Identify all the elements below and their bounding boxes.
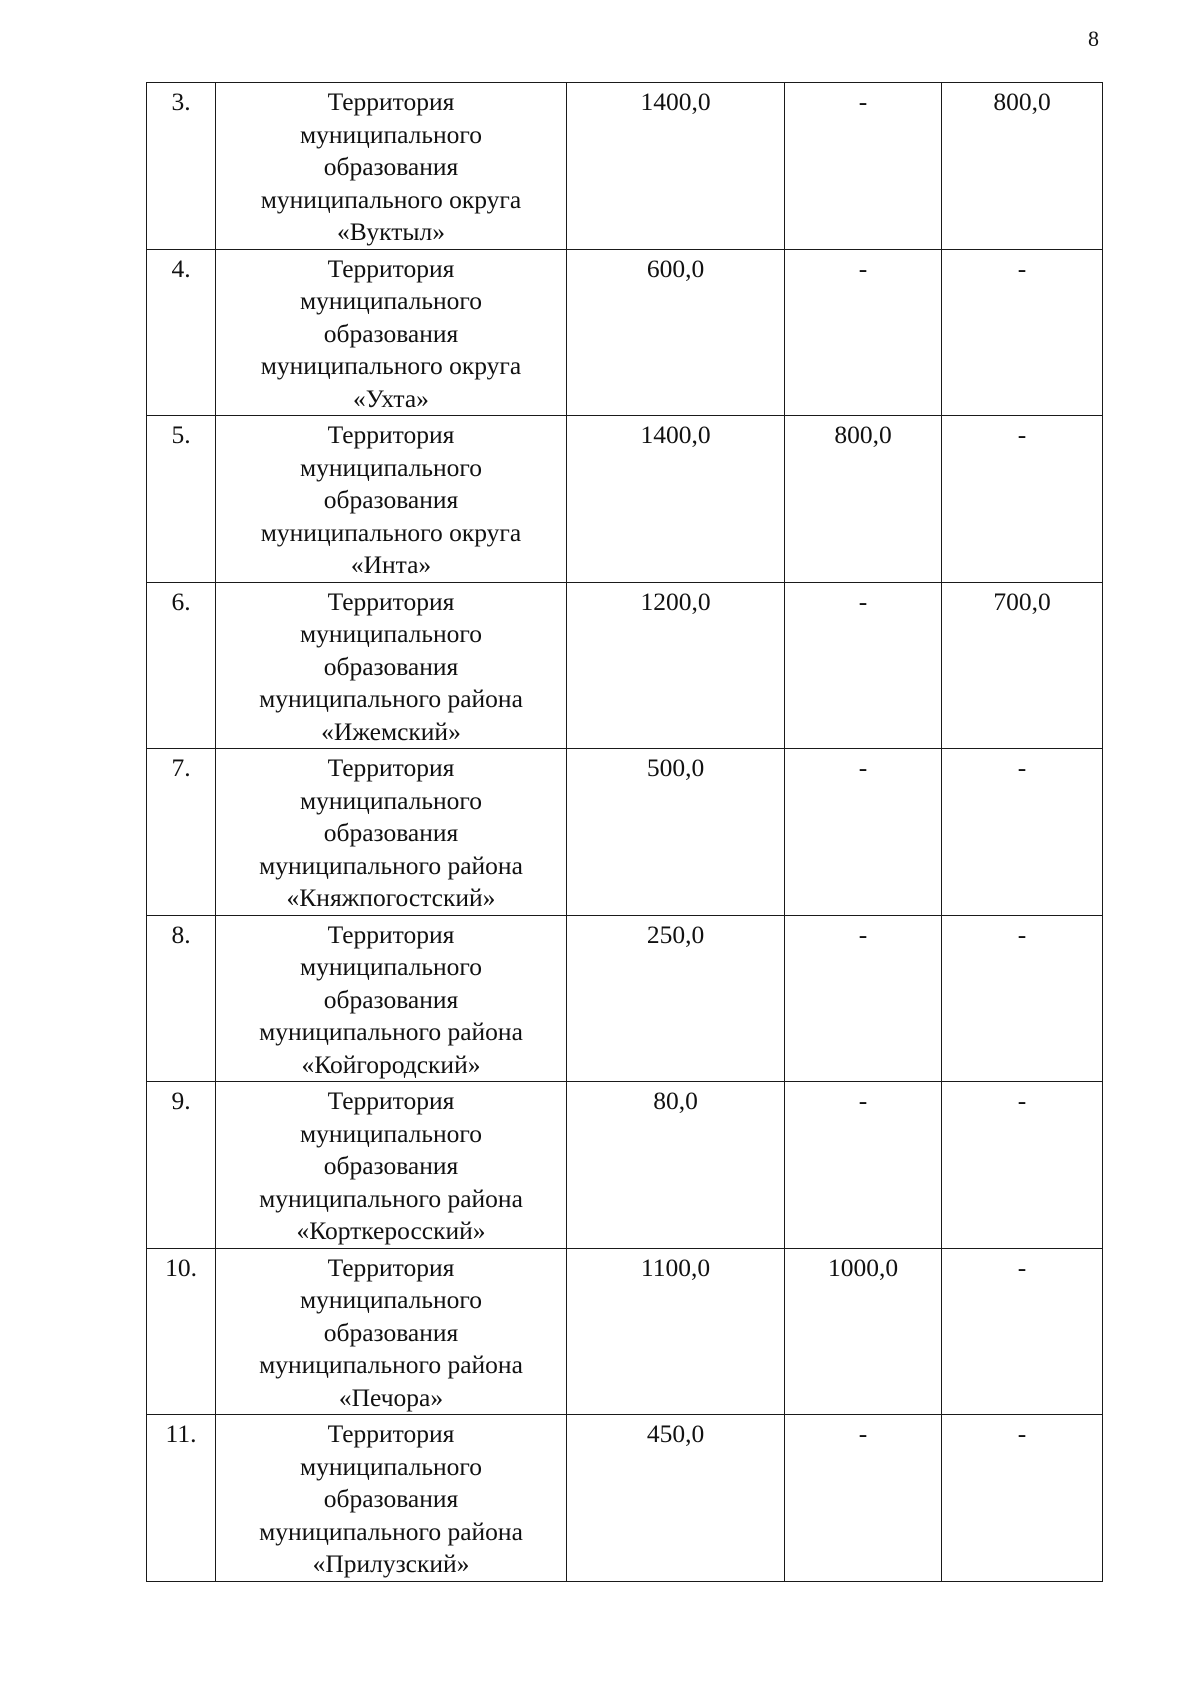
row-number-cell: 9. (147, 1082, 216, 1249)
value-cell-2: - (785, 915, 942, 1082)
territory-name-line: образования (323, 1484, 459, 1513)
value-cell-3: 800,0 (942, 83, 1103, 250)
territory-name-line: муниципального (300, 785, 482, 815)
territory-name-line: образования (323, 1151, 459, 1180)
territory-name-line: муниципального (300, 1451, 482, 1481)
territory-name-line: «Вуктыл» (337, 217, 445, 246)
territory-name-line: муниципального (300, 286, 482, 315)
territory-name-line: «Княжпогостский» (286, 883, 496, 912)
value-cell-3: - (942, 1415, 1103, 1582)
territory-name-cell (216, 582, 567, 749)
value-cell-3: 700,0 (942, 582, 1103, 749)
value-cell-1: 600,0 (567, 249, 785, 416)
territory-name-line: муниципального округа (260, 517, 522, 547)
table-row (147, 249, 1103, 416)
row-number-cell: 6. (147, 582, 216, 749)
territory-name-line: муниципального (300, 952, 482, 981)
territory-name-line: Территория (327, 87, 455, 116)
value-cell-2: - (785, 1082, 942, 1249)
territory-name-cell (216, 749, 567, 916)
value-cell-1: 1100,0 (567, 1248, 785, 1415)
territory-name-cell (216, 83, 567, 250)
territory-name-line: образования (323, 984, 459, 1014)
table-row (147, 1415, 1103, 1582)
territory-name-line: Территория (327, 753, 455, 782)
value-cell-1: 1400,0 (567, 83, 785, 250)
territory-name-line: образования (323, 485, 459, 514)
territory-name-cell (216, 416, 567, 583)
territory-name-line: Территория (327, 1086, 455, 1115)
value-cell-3: - (942, 915, 1103, 1082)
territory-name-line: муниципального (300, 119, 482, 149)
value-cell-1: 1200,0 (567, 582, 785, 749)
value-cell-2: 800,0 (785, 416, 942, 583)
territory-name-line: муниципального (300, 1285, 482, 1314)
territory-name-line: муниципального района (259, 850, 523, 880)
territory-name-line: «Прилузский» (312, 1549, 470, 1578)
territory-name-line: муниципального (300, 452, 482, 482)
territory-name-line: Территория (327, 420, 455, 449)
territory-name-line: муниципального района (259, 1017, 523, 1046)
territory-name-line: муниципального (300, 1118, 482, 1148)
territory-name-line: «Ухта» (353, 383, 429, 413)
territory-name-line: муниципального района (259, 1516, 523, 1546)
table-row (147, 582, 1103, 749)
territory-name-line: Территория (327, 1419, 455, 1448)
territory-name-line: образования (323, 152, 459, 181)
value-cell-3: - (942, 1248, 1103, 1415)
territory-name-cell (216, 915, 567, 1082)
value-cell-2: 1000,0 (785, 1248, 942, 1415)
value-cell-1: 1400,0 (567, 416, 785, 583)
value-cell-2: - (785, 83, 942, 250)
territory-name-line: муниципального района (259, 1350, 523, 1379)
territory-name-line: муниципального округа (260, 184, 522, 214)
territory-name-line: муниципального округа (260, 351, 522, 380)
table-row (147, 1248, 1103, 1415)
value-cell-2: - (785, 749, 942, 916)
territory-name-cell (216, 1415, 567, 1582)
territory-name-cell (216, 1248, 567, 1415)
value-cell-3: - (942, 749, 1103, 916)
territory-name-line: «Корткеросский» (296, 1216, 486, 1245)
value-cell-1: 450,0 (567, 1415, 785, 1582)
territory-name-line: «Печора» (338, 1382, 444, 1412)
row-number-cell: 10. (147, 1248, 216, 1415)
row-number-cell: 3. (147, 83, 216, 250)
row-number-cell: 4. (147, 249, 216, 416)
table-row (147, 1082, 1103, 1249)
territory-name-line: Территория (327, 586, 455, 616)
row-number-cell: 7. (147, 749, 216, 916)
allocation-table (146, 82, 1103, 1582)
table-row (147, 416, 1103, 583)
value-cell-3: - (942, 416, 1103, 583)
value-cell-2: - (785, 249, 942, 416)
territory-name-line: Территория (327, 919, 455, 949)
territory-name-line: «Койгородский» (301, 1049, 481, 1079)
table-row (147, 83, 1103, 250)
value-cell-2: - (785, 1415, 942, 1582)
row-number-cell: 8. (147, 915, 216, 1082)
value-cell-3: - (942, 249, 1103, 416)
territory-name-line: «Инта» (350, 550, 432, 579)
territory-name-line: муниципального района (259, 684, 523, 713)
territory-name-cell (216, 249, 567, 416)
territory-name-line: муниципального (300, 619, 482, 648)
table-row (147, 915, 1103, 1082)
value-cell-2: - (785, 582, 942, 749)
table-row (147, 749, 1103, 916)
page-number: 8 (1088, 26, 1099, 51)
value-cell-1: 250,0 (567, 915, 785, 1082)
territory-name-line: Территория (327, 253, 455, 283)
territory-name-cell (216, 1082, 567, 1249)
territory-name-line: образования (323, 818, 459, 847)
row-number-cell: 5. (147, 416, 216, 583)
territory-name-line: муниципального района (259, 1183, 523, 1213)
territory-name-line: образования (323, 1317, 459, 1347)
value-cell-1: 80,0 (567, 1082, 785, 1249)
territory-name-line: «Ижемский» (321, 716, 461, 746)
value-cell-3: - (942, 1082, 1103, 1249)
territory-name-line: образования (323, 651, 459, 681)
value-cell-1: 500,0 (567, 749, 785, 916)
territory-name-line: образования (323, 318, 459, 348)
territory-name-line: Территория (327, 1252, 455, 1282)
row-number-cell: 11. (147, 1415, 216, 1582)
